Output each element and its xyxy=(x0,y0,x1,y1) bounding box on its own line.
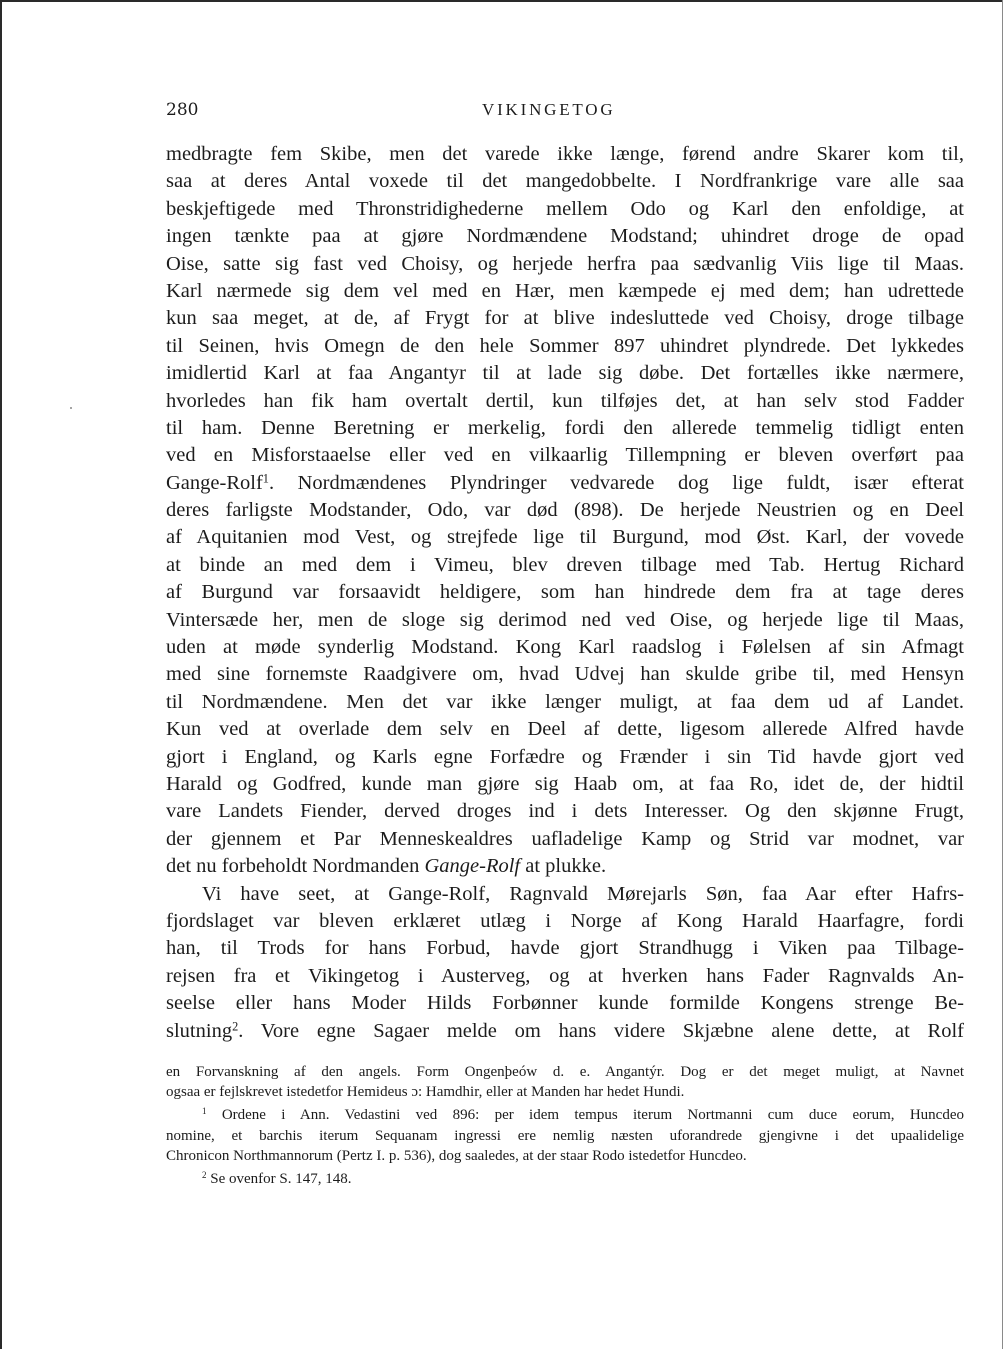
page-header xyxy=(166,100,966,124)
page-number: 280 xyxy=(166,100,199,120)
footnote-text: Ordene i Ann. Vedastini ved 896: per idem tempus iterum Nortmanni cum duce eorum, Huncdeo xyxy=(221,1107,964,1124)
text-line: rejsen fra et Vikingetog i Austerveg, og at hverken hans Fader Ragnvalds An- xyxy=(166,964,964,987)
text-line: medbragte fem Skibe, men det varede ikke længe, førend andre Skarer kom til, xyxy=(166,143,964,165)
footnote-line: ogsaa er fejlskrevet istedetfor Hemideus ɔ: Hamdhir, eller at Manden har hedet Hundi. xyxy=(166,1084,685,1101)
scan-edge-left xyxy=(0,0,2,1349)
scan-edge-top xyxy=(0,0,1003,2)
text-line: der gjennem et Par Menneskealdres uafladelige Kamp og Strid var modnet, var xyxy=(166,827,964,850)
footnote-2 xyxy=(166,1169,964,1189)
text-line: seelse eller hans Moder Hilds Forbønner kunde formilde Kongens strenge Be- xyxy=(166,992,964,1015)
text-line: Karl nærmede sig dem vel med en Hær, men kæmpede ej med dem; han udrettede xyxy=(166,279,964,302)
footnote-line: en Forvanskning af den angels. Form Ongenþeów d. e. Angantýr. Dog er det meget muligt, at Navnet xyxy=(166,1064,964,1080)
footnote-text: Se ovenfor S. 147, 148. xyxy=(210,1170,352,1187)
text-line: Oise, satte sig fast ved Choisy, og herjede herfra paa sædvanlig Viis lige til Maas. xyxy=(166,252,964,275)
text-line: uden at møde synderlig Modstand. Kong Karl raadslog i Følelsen af sin Afmagt xyxy=(166,636,964,659)
text-line xyxy=(166,1018,964,1045)
footnote-marker: 1 xyxy=(202,1106,207,1117)
text-line: af Burgund var forsaavidt heldigere, som han hindrede dem fra at tage deres xyxy=(166,581,964,604)
text-line: saa at deres Antal voxede til det mangedobbelte. I Nordfrankrige vare alle saa xyxy=(166,170,964,193)
text-line: Vintersæde her, men de sloge sig derimod ned ved Oise, og herjede lige til Maas, xyxy=(166,608,964,631)
text-segment: . Nordmændenes Plyndringer vedvarede dog lige fuldt, især efterat xyxy=(268,471,964,494)
footnote-ref-1: 1 xyxy=(262,470,269,485)
text-segment: slutning xyxy=(166,1019,233,1042)
footnote-ref-2: 2 xyxy=(232,1018,239,1033)
text-line: til Nordmændene. Men det var ikke længer muligt, at faa dem ud af Landet. xyxy=(166,690,964,713)
text-line: vare Landets Fiender, derved droges ind i dets Interesser. Og den skjønne Frugt, xyxy=(166,800,964,823)
text-line: beskjeftigede med Thronstridighederne mellem Odo og Karl den enfoldige, at xyxy=(166,197,964,220)
text-segment: det nu forbeholdt Nordmanden xyxy=(166,855,425,878)
text-line: imidlertid Karl at faa Angantyr til at lade sig døbe. Det fortælles ikke nærmere, xyxy=(166,362,964,385)
footnote-line: nomine, et barchis iterum Sequanam ingressi ere nemlig næsten uforandrede gjengivne i det upaalidelige xyxy=(166,1127,964,1144)
text-line: til Seinen, hvis Omegn de den hele Sommer 897 uhindret plyndrede. Det lykkedes xyxy=(166,334,964,357)
text-line: med sine fornemste Raadgivere om, hvad Udvej han skulde gribe til, med Hensyn xyxy=(166,663,964,686)
text-line: ingen tænkte paa at gjøre Nordmændene Modstand; uhindret droge de opad xyxy=(166,225,964,248)
text-line: af Aquitanien mod Vest, og strejfede lige til Burgund, mod Øst. Karl, der vovede xyxy=(166,526,964,549)
footnote-marker: 2 xyxy=(202,1170,207,1180)
text-segment: Gange-Rolf xyxy=(166,471,263,494)
text-line: til ham. Denne Beretning er merkelig, fordi den allerede temmelig tidligt enten xyxy=(166,416,964,439)
scan-speck xyxy=(70,407,72,409)
text-line: deres farligste Modstander, Odo, var død (898). De herjede Neustrien og en Deel xyxy=(166,499,964,522)
text-line: han, til Trods for hans Forbud, havde gjort Strandhugg i Viken paa Tilbage- xyxy=(166,937,964,960)
text-line-paragraph-start: Vi have seet, at Gange-Rolf, Ragnvald Mørejarls Søn, faa Aar efter Hafrs- xyxy=(202,882,964,905)
text-line: ved en Misforstaaelse eller ved en vilkaarlig Tillempning er bleven overført paa xyxy=(166,444,964,467)
text-line: hvorledes han fik ham overtalt dertil, kun tilføjes det, at han selv stod Fadder xyxy=(166,389,964,412)
text-line xyxy=(166,470,964,497)
text-line-paragraph-end xyxy=(166,853,964,880)
text-segment: at plukke. xyxy=(520,855,607,878)
footnote-1 xyxy=(166,1105,964,1125)
body-text xyxy=(166,141,964,1045)
text-line: gjort i England, og Karls egne Forfædre og Frænder i sin Tid havde gjort ved xyxy=(166,745,964,768)
text-line: Kun ved at overlade dem selv en Deel af dette, ligesom allerede Alfred havde xyxy=(166,718,964,741)
running-title: VIKINGETOG xyxy=(482,100,616,119)
text-segment: . Vore egne Sagaer melde om hans videre Skjæbne alene dette, at Rolf xyxy=(238,1019,964,1042)
text-line: Harald og Godfred, kunde man gjøre sig Haab om, at faa Ro, idet de, der hidtil xyxy=(166,772,964,795)
footnotes xyxy=(166,1062,964,1189)
italic-name: Gange-Rolf xyxy=(424,855,521,878)
footnote-line: Chronicon Northmannorum (Pertz I. p. 536), dog saaledes, at der staar Rodo istedetfor Huncdeo. xyxy=(166,1147,747,1164)
text-line: fjordslaget var bleven erklæret utlæg i Norge af Kong Harald Haarfagre, fordi xyxy=(166,909,964,932)
text-line: at binde an med dem i Vimeu, blev dreven tilbage med Tab. Hertug Richard xyxy=(166,553,964,576)
text-line: kun saa meget, at de, af Frygt for at blive indesluttede ved Choisy, droge tilbage xyxy=(166,307,964,330)
